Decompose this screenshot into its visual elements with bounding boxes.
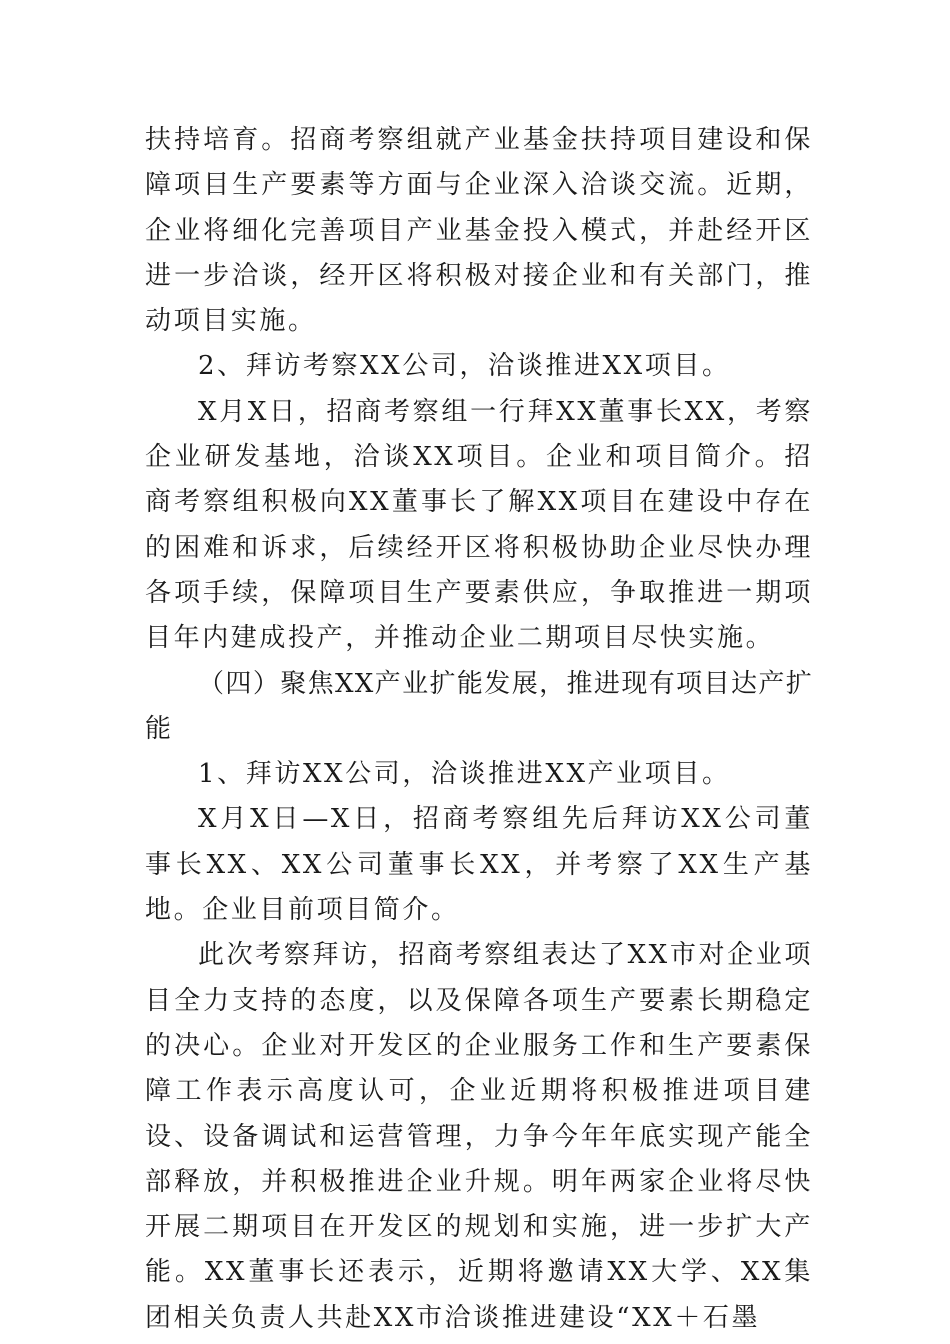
paragraph-visit-2-detail: X月X日，招商考察组一行拜XX董事长XX，考察企业研发基地，洽谈XX项目。企业和项目简介。招商考察组积极向XX董事长了解XX项目在建设中存在的困难和诉求，后续经开区将积极协助企业尽快办理各项手续，保障项目生产要素供应，争取推进一期项目年内建成投产，并推动企业二期项目尽快实施。 [145,396,813,654]
subheading-visit-1: 1、拜访XX公司，洽谈推进XX产业项目。 [198,759,731,790]
document-body [145,118,813,1341]
section-heading-4: （四）聚焦XX产业扩能发展，推进现有项目达产扩能 [145,668,813,744]
paragraph-visit-1-detail: X月X日—X日，招商考察组先后拜访XX公司董事长XX、XX公司董事长XX，并考察了XX生产基地。企业目前项目简介。 [145,804,813,926]
paragraph-visit-summary: 此次考察拜访，招商考察组表达了XX市对企业项目全力支持的态度，以及保障各项生产要素长期稳定的决心。企业对开发区的企业服务工作和生产要素保障工作表示高度认可，企业近期将积极推进项目建设、设备调试和运营管理，力争今年年底实现产能全部释放，并积极推进企业升规。明年两家企业将尽快开展二期项目在开发区的规划和实施，进一步扩大产能。XX董事长还表示，近期将邀请XX大学、XX集团相关负责人共赴XX市洽谈推进建设“XX＋石墨 [145,940,813,1333]
subheading-visit-2: 2、拜访考察XX公司，洽谈推进XX项目。 [198,351,731,382]
paragraph-continuation: 扶持培育。招商考察组就产业基金扶持项目建设和保障项目生产要素等方面与企业深入洽谈交流。近期，企业将细化完善项目产业基金投入模式，并赴经开区进一步洽谈，经开区将积极对接企业和有关部门，推动项目实施。 [145,125,813,337]
